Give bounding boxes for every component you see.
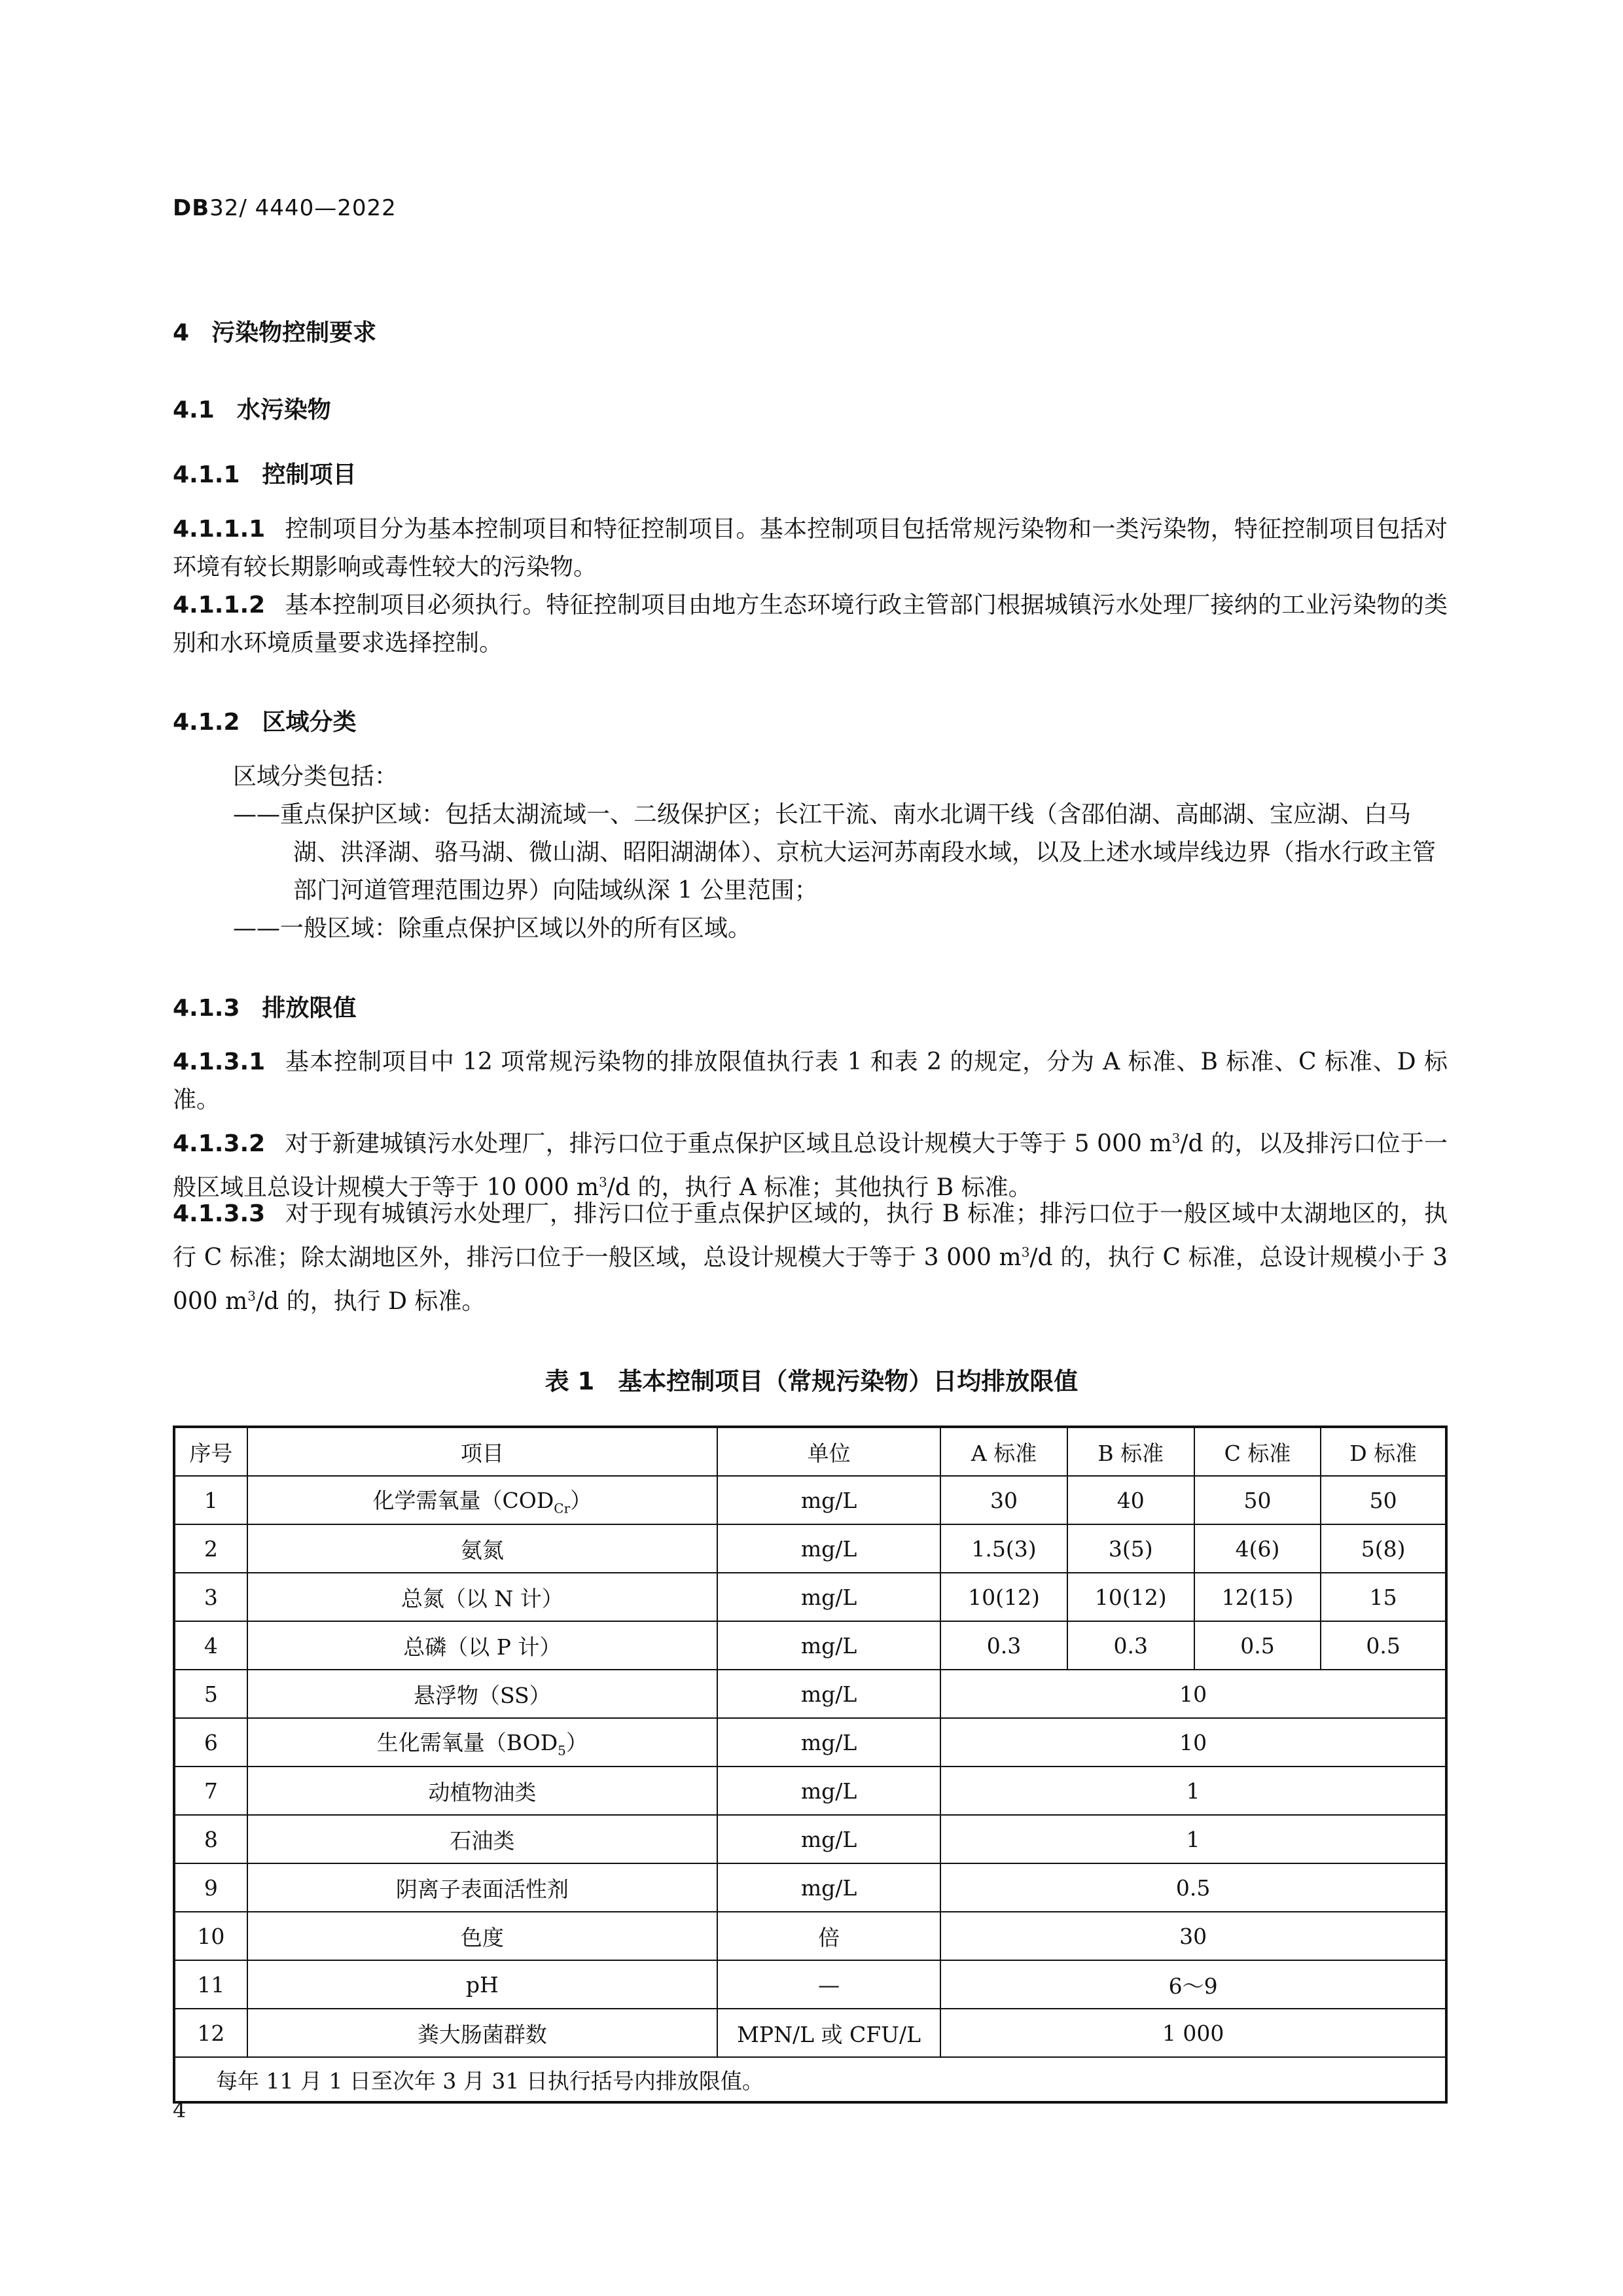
cell: 3(5) [1067,1524,1194,1573]
header-cell: 序号 [174,1427,247,1476]
list-item: ——重点保护区域：包括太湖流域一、二级保护区；长江干流、南水北调干线（含邵伯湖、高邮湖、宝应湖、白马湖、洪泽湖、骆马湖、微山湖、昭阳湖湖体）、京杭大运河苏南段水域，以及上述水域岸线边界（指水行政主管部门河道管理范围边界）向陆域纵深 1 公里范围； [233,801,1436,904]
table-row [174,1718,1446,1767]
cell: 40 [1067,1476,1194,1524]
cell: 10(12) [1067,1573,1194,1621]
cell: 11 [174,1960,247,2009]
cell: 10 [940,1670,1446,1718]
cell: 10 [174,1912,247,1960]
cell: mg/L [717,1767,940,1815]
cell: 50 [1321,1476,1446,1524]
table-row [174,1815,1446,1863]
table-row [174,1960,1446,2009]
cell: 3 [174,1573,247,1621]
cell: mg/L [717,1863,940,1912]
table-row [174,1573,1446,1621]
region-intro: 区域分类包括： [233,763,399,790]
region-classification-list [233,758,1448,948]
cell: 化学需氧量$(COD_{Cr})$ [247,1476,717,1524]
emission-limits-table [173,1426,1448,2104]
cell: 4 [174,1621,247,1670]
cell: — [717,1960,940,2009]
cell: 8 [174,1815,247,1863]
table-row [174,1670,1446,1718]
cell: 1 [940,1767,1446,1815]
table-row [174,1524,1446,1573]
cell: 阴离子表面活性剂 [247,1863,717,1912]
clause-4-1-3-2: 4.1.3.2 对于新建城镇污水处理厂，排污口位于重点保护区域且总设计规模大于等于 5 000 $m^3/d$ 的，以及排污口位于一般区域且总设计规模大于等于 10 000 $m^3/d$ 的，执行 A 标准；其他执行 B 标准。 [173,1130,1448,1201]
table-row [174,2009,1446,2057]
cell: 4(6) [1194,1524,1321,1573]
cell: 15 [1321,1573,1446,1621]
cell: mg/L [717,1815,940,1863]
cell: mg/L [717,1573,940,1621]
cell: 30 [940,1912,1446,1960]
table-note: 每年 11 月 1 日至次年 3 月 31 日执行括号内排放限值。 [174,2057,1446,2102]
list-item: ——一般区域：除重点保护区域以外的所有区域。 [233,915,752,942]
cell: 10 [940,1718,1446,1767]
cell: 粪大肠菌群数 [247,2009,717,2057]
table-note-row [174,2057,1446,2102]
cell: 动植物油类 [247,1767,717,1815]
cell: 9 [174,1863,247,1912]
cell: mg/L [717,1476,940,1524]
document-header: DB32/ 4440—2022 [173,195,397,221]
header-cell: 单位 [717,1427,940,1476]
cell: 氨氮 [247,1524,717,1573]
header-cell: 项目 [247,1427,717,1476]
section-4-1-1-heading: 4.1.1 控制项目 [173,461,357,488]
cell: 6～9 [940,1960,1446,2009]
cell: 6 [174,1718,247,1767]
table-row [174,1767,1446,1815]
cell: 50 [1194,1476,1321,1524]
section-4-heading: 4 污染物控制要求 [173,319,377,346]
clause-4-1-3-1: 4.1.3.1 基本控制项目中 12 项常规污染物的排放限值执行表 1 和表 2 的规定，分为 A 标准、B 标准、C 标准、D 标准。 [173,1049,1448,1113]
table-row [174,1621,1446,1670]
cell: 5 [174,1670,247,1718]
cell: MPN/L 或 CFU/L [717,2009,940,2057]
cell: 0.3 [1067,1621,1194,1670]
cell: 色度 [247,1912,717,1960]
cell: 10(12) [940,1573,1067,1621]
cell: 0.5 [940,1863,1446,1912]
table-row [174,1863,1446,1912]
cell: 0.5 [1321,1621,1446,1670]
cell: mg/L [717,1524,940,1573]
cell: 生化需氧量$(BOD_5)$ [247,1718,717,1767]
cell: 悬浮物（SS） [247,1670,717,1718]
cell: 1 [940,1815,1446,1863]
clause-4-1-1-2: 4.1.1.2 基本控制项目必须执行。特征控制项目由地方生态环境行政主管部门根据城镇污水处理厂接纳的工业污染物的类别和水环境质量要求选择控制。 [173,592,1448,656]
page-number: 4 [173,2098,187,2123]
clause-4-1-3-3: 4.1.3.3 对于现有城镇污水处理厂，排污口位于重点保护区域的，执行 B 标准；排污口位于一般区域中太湖地区的，执行 C 标准；除太湖地区外，排污口位于一般区域，总设计规模大于等于 3 000 $m^3/d$ 的，执行 C 标准，总设计规模小于 3 000 $m^3/d$ 的，执行 D 标准。 [173,1200,1448,1315]
cell: 总磷（以 P 计） [247,1621,717,1670]
section-4-1-heading: 4.1 水污染物 [173,397,331,423]
cell: 1.5(3) [940,1524,1067,1573]
cell: mg/L [717,1621,940,1670]
cell: 2 [174,1524,247,1573]
cell: mg/L [717,1718,940,1767]
header-cell: C 标准 [1194,1427,1321,1476]
cell: 12 [174,2009,247,2057]
header-cell: B 标准 [1067,1427,1194,1476]
header-cell: D 标准 [1321,1427,1446,1476]
cell: 0.5 [1194,1621,1321,1670]
cell: 30 [940,1476,1067,1524]
cell: 12(15) [1194,1573,1321,1621]
table-caption: 表 1 基本控制项目（常规污染物）日均排放限值 [544,1367,1079,1395]
cell: 5(8) [1321,1524,1446,1573]
section-4-1-2-heading: 4.1.2 区域分类 [173,709,357,736]
cell: pH [247,1960,717,2009]
section-4-1-3-heading: 4.1.3 排放限值 [173,995,357,1022]
cell: 石油类 [247,1815,717,1863]
cell: 7 [174,1767,247,1815]
table-header-row [174,1427,1446,1476]
table-row [174,1476,1446,1524]
cell: 倍 [717,1912,940,1960]
cell: 1 000 [940,2009,1446,2057]
clause-4-1-1-1: 4.1.1.1 控制项目分为基本控制项目和特征控制项目。基本控制项目包括常规污染物和一类污染物，特征控制项目包括对环境有较长期影响或毒性较大的污染物。 [173,516,1448,581]
table-row [174,1912,1446,1960]
cell: 总氮（以 N 计） [247,1573,717,1621]
cell: mg/L [717,1670,940,1718]
cell: 0.3 [940,1621,1067,1670]
header-cell: A 标准 [940,1427,1067,1476]
cell: 1 [174,1476,247,1524]
